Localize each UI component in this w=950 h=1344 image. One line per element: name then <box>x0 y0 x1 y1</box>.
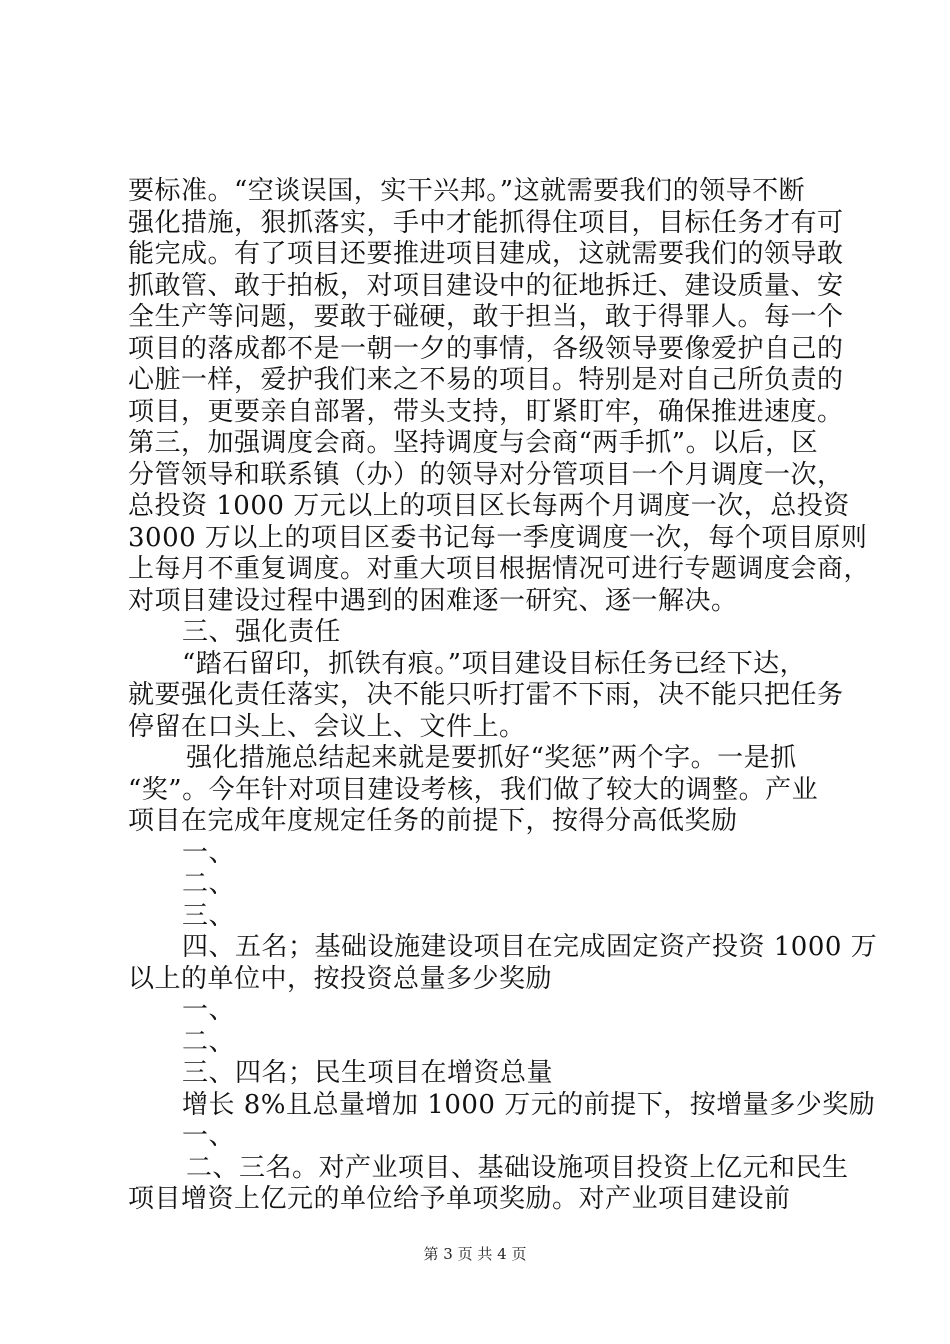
list-marker: 一、 <box>182 1121 236 1151</box>
body-line: 总投资 1000 万元以上的项目区长每两个月调度一次，总投资 <box>128 491 850 521</box>
body-line: 项目的落成都不是一朝一夕的事情，各级领导要像爱护自己的 <box>128 333 844 364</box>
body-line: 项目增资上亿元的单位给予单项奖励。对产业项目建设前 <box>128 1184 791 1214</box>
body-line: 上每月不重复调度。对重大项目根据情况可进行专题调度会商， <box>128 554 871 584</box>
body-line: 四、五名；基础设施建设项目在完成固定资产投资 1000 万 <box>182 932 878 962</box>
body-line: 以上的单位中，按投资总量多少奖励 <box>128 963 553 994</box>
body-line: 3000 万以上的项目区委书记每一季度调度一次，每个项目原则 <box>128 522 868 553</box>
body-line: 要标准。“空谈误国，实干兴邦。”这就需要我们的领导不断 <box>128 176 806 206</box>
list-marker: 三、 <box>182 900 236 931</box>
body-line: 心脏一样，爱护我们来之不易的项目。特别是对自己所负责的 <box>128 365 844 395</box>
body-line: 就要强化责任落实，决不能只听打雷不下雨，决不能只把任务 <box>128 680 844 710</box>
body-line: 全生产等问题，要敢于碰硬，敢于担当，敢于得罪人。每一个 <box>128 302 844 332</box>
page-footer: 第 3 页 共 4 页 <box>423 1245 527 1263</box>
list-marker: 二、 <box>182 869 236 899</box>
body-line: 第三，加强调度会商。坚持调度与会商“两手抓”。以后，区 <box>128 428 819 458</box>
body-line: 项目，更要亲自部署，带头支持，盯紧盯牢，确保推进速度。 <box>128 396 844 427</box>
list-marker: 一、 <box>182 995 236 1025</box>
section-heading: 三、强化责任 <box>182 617 342 647</box>
body-line: 强化措施，狠抓落实，手中才能抓得住项目，目标任务才有可 <box>128 207 844 238</box>
body-line: 强化措施总结起来就是要抓好“奖惩”两个字。一是抓 <box>186 743 797 773</box>
list-marker: 二、 <box>182 1026 236 1057</box>
body-line: 项目在完成年度规定任务的前提下，按得分高低奖励 <box>128 806 738 836</box>
body-line: 三、四名；民生项目在增资总量 <box>182 1058 554 1088</box>
list-marker: 一、 <box>182 837 236 868</box>
body-line: “奖”。今年针对项目建设考核，我们做了较大的调整。产业 <box>128 774 819 805</box>
body-line: 停留在口头上、会议上、文件上。 <box>128 711 526 742</box>
body-line: 对项目建设过程中遇到的困难逐一研究、逐一解决。 <box>128 585 738 616</box>
body-line: 分管领导和联系镇（办）的领导对分管项目一个月调度一次， <box>128 459 844 490</box>
body-line: 能完成。有了项目还要推进项目建成，这就需要我们的领导敢 <box>128 239 844 269</box>
body-line: 增长 8%且总量增加 1000 万元的前提下，按增量多少奖励 <box>182 1089 876 1120</box>
body-line: “踏石留印，抓铁有痕。”项目建设目标任务已经下达， <box>182 648 807 679</box>
body-line: 二、三名。对产业项目、基础设施项目投资上亿元和民生 <box>186 1152 849 1183</box>
body-line: 抓敢管、敢于拍板，对项目建设中的征地拆迁、建设质量、安 <box>128 270 844 301</box>
